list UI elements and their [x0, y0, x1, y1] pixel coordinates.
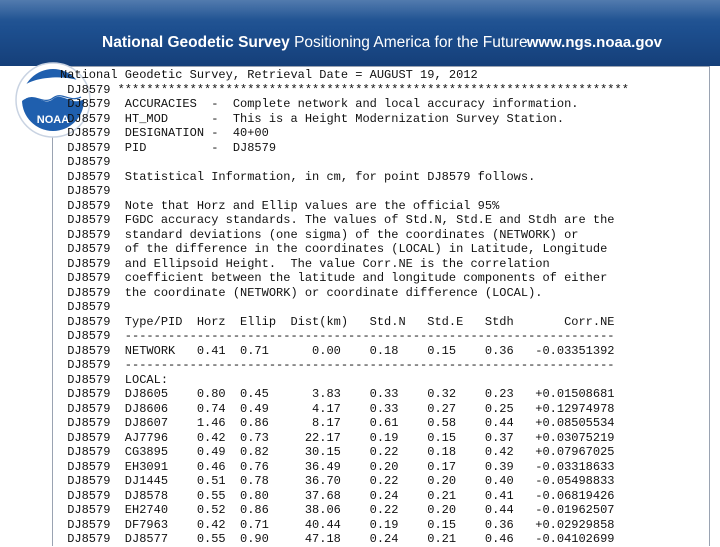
datasheet-line: DJ8579 DJ8607 1.46 0.86 8.17 0.61 0.58 0.44 +0.08505534: [60, 416, 615, 430]
datasheet-line: DJ8579 PID - DJ8579: [60, 140, 277, 155]
datasheet-line: DJ8579 NETWORK 0.41 0.71 0.00 0.18 0.15 0.36 -0.03351392: [60, 343, 615, 358]
website-link[interactable]: www.ngs.noaa.gov: [526, 34, 662, 51]
datasheet-line: DJ8579 Statistical Information, in cm, for point DJ8579 follows.: [60, 169, 536, 184]
datasheet-line: National Geodetic Survey, Retrieval Date = AUGUST 19, 2012: [60, 68, 478, 82]
datasheet-line: DJ8579 ***********************************************************************: [60, 82, 629, 97]
banner-sheen: [0, 0, 720, 20]
datasheet-line: DJ8579 HT_MOD - This is a Height Modernization Survey Station.: [60, 111, 565, 126]
datasheet-line: DJ8579: [60, 155, 111, 169]
datasheet-line: DJ8579 DJ8606 0.74 0.49 4.17 0.33 0.27 0.25 +0.12974978: [60, 401, 615, 416]
datasheet-line: DJ8579 DJ1445 0.51 0.78 36.70 0.22 0.20 0.40 -0.05498833: [60, 474, 615, 488]
datasheet-line: DJ8579 --------------------------------------------------------------------: [60, 358, 615, 372]
datasheet-line: DJ8579 of the difference in the coordinates (LOCAL) in Latitude, Longitude: [60, 242, 608, 256]
datasheet-line: DJ8579 coefficient between the latitude and longitude components of either: [60, 271, 608, 285]
datasheet-line: DJ8579 standard deviations (one sigma) of the coordinates (NETWORK) or: [60, 227, 579, 242]
datasheet-line: DJ8579 ACCURACIES - Complete network and local accuracy information.: [60, 97, 579, 111]
datasheet-line: DJ8579 LOCAL:: [60, 372, 169, 387]
datasheet-text: [60, 68, 629, 547]
datasheet-line: DJ8579 Type/PID Horz Ellip Dist(km) Std.N Std.E Stdh Corr.NE: [60, 314, 615, 329]
datasheet-line: DJ8579 AJ7796 0.42 0.73 22.17 0.19 0.15 0.37 +0.03075219: [60, 430, 615, 445]
agency-name: National Geodetic Survey: [102, 34, 290, 51]
datasheet-line: DJ8579 and Ellipsoid Height. The value Corr.NE is the correlation: [60, 256, 550, 271]
datasheet-line: DJ8579: [60, 300, 111, 314]
datasheet-line: DJ8579 CG3895 0.49 0.82 30.15 0.22 0.18 0.42 +0.07967025: [60, 445, 615, 459]
datasheet-line: DJ8579 DESIGNATION - 40+00: [60, 126, 269, 140]
datasheet-line: DJ8579 Note that Horz and Ellip values are the official 95%: [60, 198, 500, 213]
datasheet-line: DJ8579 FGDC accuracy standards. The values of Std.N, Std.E and Stdh are the: [60, 213, 615, 227]
datasheet-line: DJ8579 DJ8605 0.80 0.45 3.83 0.33 0.32 0.23 +0.01508681: [60, 387, 615, 401]
header-banner: [0, 0, 720, 66]
datasheet-line: DJ8579 the coordinate (NETWORK) or coordinate difference (LOCAL).: [60, 285, 543, 300]
datasheet-line: DJ8579 DF7963 0.42 0.71 40.44 0.19 0.15 0.36 +0.02929858: [60, 517, 615, 532]
datasheet-line: DJ8579 EH2740 0.52 0.86 38.06 0.22 0.20 0.44 -0.01962507: [60, 503, 615, 517]
banner-title: [102, 34, 528, 52]
agency-tagline: Positioning America for the Future: [294, 34, 528, 51]
datasheet-line: DJ8579: [60, 184, 111, 198]
datasheet-line: DJ8579 DJ8577 0.55 0.90 47.18 0.24 0.21 0.46 -0.04102699: [60, 532, 615, 546]
datasheet-line: DJ8579 --------------------------------------------------------------------: [60, 329, 615, 343]
datasheet-line: DJ8579 EH3091 0.46 0.76 36.49 0.20 0.17 0.39 -0.03318633: [60, 459, 615, 474]
logo-text: NOAA: [36, 114, 70, 126]
datasheet-line: DJ8579 DJ8578 0.55 0.80 37.68 0.24 0.21 0.41 -0.06819426: [60, 488, 615, 503]
